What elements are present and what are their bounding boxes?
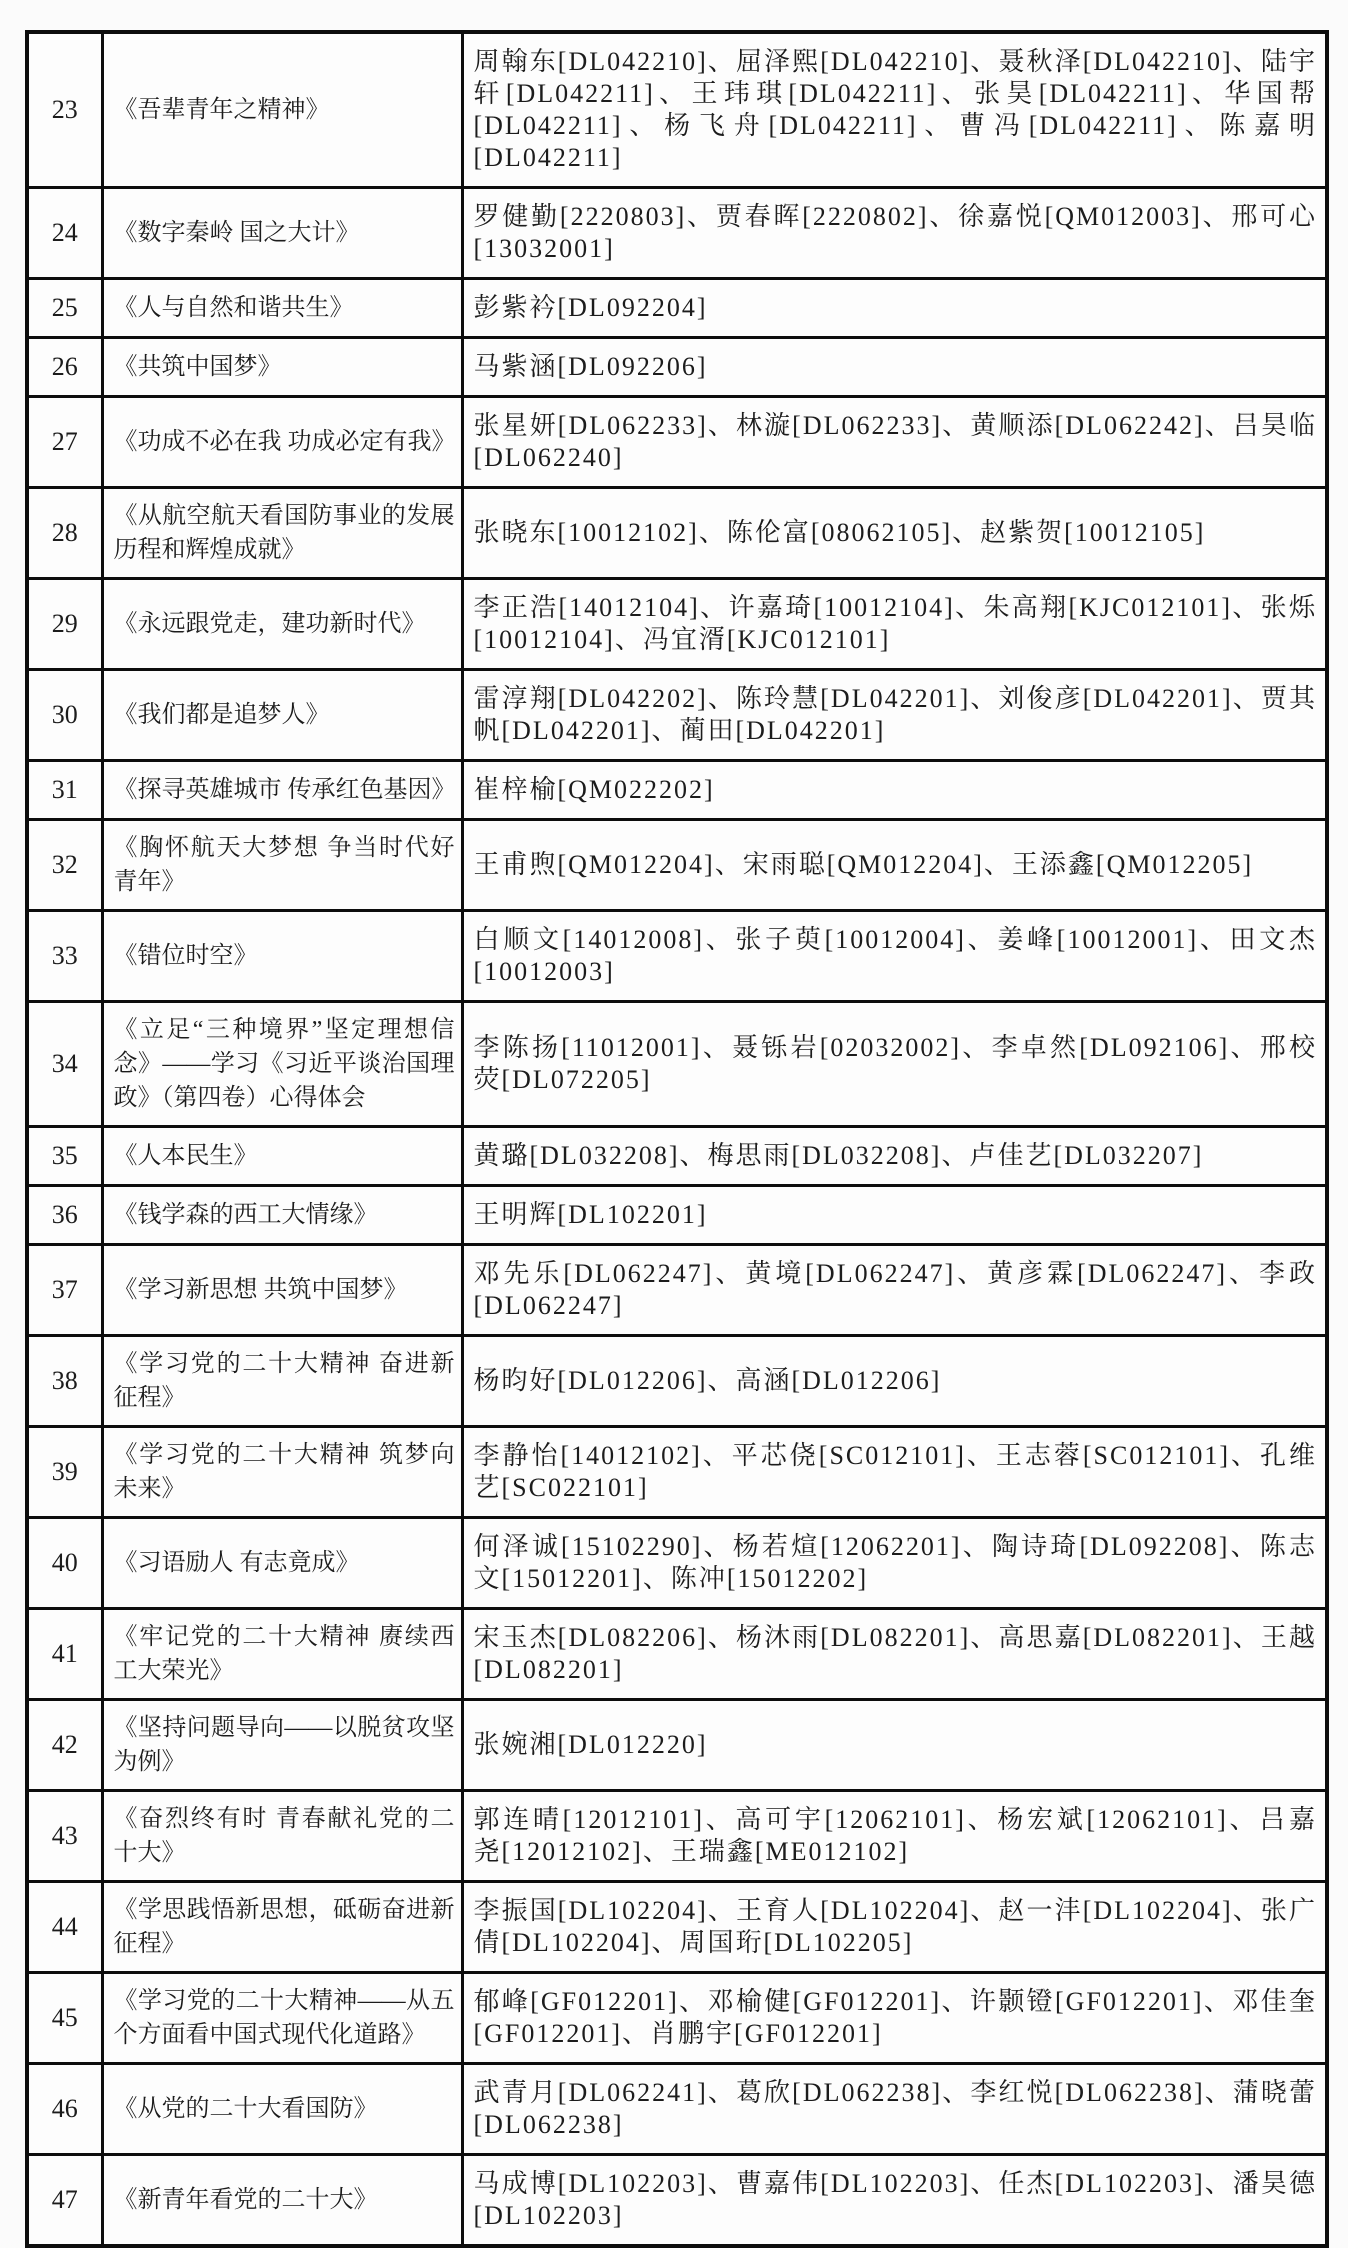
authors-cell: 郁峰[GF012201]、邓榆健[GF012201]、许颢镫[GF012201]、邓佳奎[GF012201]、肖鹏宇[GF012201] <box>462 1973 1327 2064</box>
row-number-cell: 32 <box>27 820 102 911</box>
work-title-cell: 《学习党的二十大精神 筑梦向未来》 <box>102 1427 462 1518</box>
table-row <box>27 2155 1327 2247</box>
table-row <box>27 397 1327 488</box>
table-row <box>27 338 1327 397</box>
work-title-cell: 《共筑中国梦》 <box>102 338 462 397</box>
authors-cell: 罗健勤[2220803]、贾春晖[2220802]、徐嘉悦[QM012003]、邢可心[13032001] <box>462 188 1327 279</box>
work-title-cell: 《习语励人 有志竟成》 <box>102 1518 462 1609</box>
row-number-cell: 42 <box>27 1700 102 1791</box>
work-title-cell: 《学习党的二十大精神——从五个方面看中国式现代化道路》 <box>102 1973 462 2064</box>
table-row <box>27 1245 1327 1336</box>
work-title-cell: 《奋烈终有时 青春献礼党的二十大》 <box>102 1791 462 1882</box>
row-number-cell: 36 <box>27 1186 102 1245</box>
authors-cell: 王甫煦[QM012204]、宋雨聪[QM012204]、王添鑫[QM012205] <box>462 820 1327 911</box>
table-row <box>27 32 1327 188</box>
row-number-cell: 44 <box>27 1882 102 1973</box>
work-title-cell: 《数字秦岭 国之大计》 <box>102 188 462 279</box>
row-number-cell: 25 <box>27 279 102 338</box>
work-title-cell: 《胸怀航天大梦想 争当时代好青年》 <box>102 820 462 911</box>
row-number-cell: 30 <box>27 670 102 761</box>
work-title-cell: 《吾辈青年之精神》 <box>102 32 462 188</box>
authors-cell: 武青月[DL062241]、葛欣[DL062238]、李红悦[DL062238]、蒲晓蕾[DL062238] <box>462 2064 1327 2155</box>
table-body <box>27 32 1327 2246</box>
authors-cell: 王明辉[DL102201] <box>462 1186 1327 1245</box>
table-row <box>27 1882 1327 1973</box>
work-title-cell: 《探寻英雄城市 传承红色基因》 <box>102 761 462 820</box>
table-row <box>27 1791 1327 1882</box>
work-title-cell: 《新青年看党的二十大》 <box>102 2155 462 2247</box>
row-number-cell: 33 <box>27 911 102 1002</box>
authors-cell: 张星妍[DL062233]、林漩[DL062233]、黄顺添[DL062242]、吕昊临[DL062240] <box>462 397 1327 488</box>
row-number-cell: 40 <box>27 1518 102 1609</box>
work-title-cell: 《从党的二十大看国防》 <box>102 2064 462 2155</box>
row-number-cell: 34 <box>27 1002 102 1127</box>
work-title-cell: 《功成不必在我 功成必定有我》 <box>102 397 462 488</box>
authors-cell: 李振国[DL102204]、王育人[DL102204]、赵一沣[DL102204]、张广倩[DL102204]、周国珩[DL102205] <box>462 1882 1327 1973</box>
work-title-cell: 《错位时空》 <box>102 911 462 1002</box>
row-number-cell: 43 <box>27 1791 102 1882</box>
row-number-cell: 28 <box>27 488 102 579</box>
table-row <box>27 1518 1327 1609</box>
table-row <box>27 1127 1327 1186</box>
table-row <box>27 1186 1327 1245</box>
table-row <box>27 1973 1327 2064</box>
row-number-cell: 23 <box>27 32 102 188</box>
table-row <box>27 579 1327 670</box>
table-row <box>27 279 1327 338</box>
authors-cell: 郭连晴[12012101]、高可宇[12062101]、杨宏斌[12062101]、吕嘉尧[12012102]、王瑞鑫[ME012102] <box>462 1791 1327 1882</box>
work-title-cell: 《坚持问题导向——以脱贫攻坚为例》 <box>102 1700 462 1791</box>
authors-cell: 马成博[DL102203]、曹嘉伟[DL102203]、任杰[DL102203]、潘昊德[DL102203] <box>462 2155 1327 2247</box>
row-number-cell: 46 <box>27 2064 102 2155</box>
row-number-cell: 24 <box>27 188 102 279</box>
authors-cell: 崔梓榆[QM022202] <box>462 761 1327 820</box>
row-number-cell: 38 <box>27 1336 102 1427</box>
authors-cell: 杨昀好[DL012206]、高涵[DL012206] <box>462 1336 1327 1427</box>
work-title-cell: 《永远跟党走，建功新时代》 <box>102 579 462 670</box>
authors-cell: 何泽诚[15102290]、杨若煊[12062201]、陶诗琦[DL092208]、陈志文[15012201]、陈冲[15012202] <box>462 1518 1327 1609</box>
table-row <box>27 670 1327 761</box>
table-row <box>27 2064 1327 2155</box>
work-title-cell: 《人本民生》 <box>102 1127 462 1186</box>
authors-cell: 李正浩[14012104]、许嘉琦[10012104]、朱高翔[KJC012101]、张烁[10012104]、冯宜湑[KJC012101] <box>462 579 1327 670</box>
authors-cell: 雷淳翔[DL042202]、陈玲慧[DL042201]、刘俊彦[DL042201]、贾其帆[DL042201]、蔺田[DL042201] <box>462 670 1327 761</box>
works-authors-table <box>25 30 1329 2248</box>
table-row <box>27 1609 1327 1700</box>
authors-cell: 李静怡[14012102]、平芯侥[SC012101]、王志蓉[SC012101]、孔维艺[SC022101] <box>462 1427 1327 1518</box>
table-row <box>27 1427 1327 1518</box>
table-row <box>27 188 1327 279</box>
authors-cell: 周翰东[DL042210]、屈泽熙[DL042210]、聂秋泽[DL042210]、陆宇轩[DL042211]、王玮琪[DL042211]、张昊[DL042211]、华国帮[DL042211]、杨飞舟[DL042211]、曹冯[DL042211]、陈嘉明[DL042211] <box>462 32 1327 188</box>
table-row <box>27 1700 1327 1791</box>
row-number-cell: 37 <box>27 1245 102 1336</box>
row-number-cell: 45 <box>27 1973 102 2064</box>
table-row <box>27 1002 1327 1127</box>
table-row <box>27 761 1327 820</box>
work-title-cell: 《钱学森的西工大情缘》 <box>102 1186 462 1245</box>
table-row <box>27 911 1327 1002</box>
work-title-cell: 《从航空航天看国防事业的发展历程和辉煌成就》 <box>102 488 462 579</box>
authors-cell: 黄璐[DL032208]、梅思雨[DL032208]、卢佳艺[DL032207] <box>462 1127 1327 1186</box>
authors-cell: 邓先乐[DL062247]、黄境[DL062247]、黄彦霖[DL062247]、李政[DL062247] <box>462 1245 1327 1336</box>
table-row <box>27 1336 1327 1427</box>
table-row <box>27 820 1327 911</box>
row-number-cell: 29 <box>27 579 102 670</box>
row-number-cell: 41 <box>27 1609 102 1700</box>
table-row <box>27 488 1327 579</box>
work-title-cell: 《学习新思想 共筑中国梦》 <box>102 1245 462 1336</box>
work-title-cell: 《学思践悟新思想，砥砺奋进新征程》 <box>102 1882 462 1973</box>
authors-cell: 张婉湘[DL012220] <box>462 1700 1327 1791</box>
authors-cell: 马紫涵[DL092206] <box>462 338 1327 397</box>
row-number-cell: 26 <box>27 338 102 397</box>
row-number-cell: 31 <box>27 761 102 820</box>
authors-cell: 彭紫衿[DL092204] <box>462 279 1327 338</box>
authors-cell: 李陈扬[11012001]、聂铄岩[02032002]、李卓然[DL092106]、邢校荧[DL072205] <box>462 1002 1327 1127</box>
work-title-cell: 《人与自然和谐共生》 <box>102 279 462 338</box>
work-title-cell: 《学习党的二十大精神 奋进新征程》 <box>102 1336 462 1427</box>
row-number-cell: 47 <box>27 2155 102 2247</box>
row-number-cell: 27 <box>27 397 102 488</box>
work-title-cell: 《牢记党的二十大精神 赓续西工大荣光》 <box>102 1609 462 1700</box>
row-number-cell: 39 <box>27 1427 102 1518</box>
row-number-cell: 35 <box>27 1127 102 1186</box>
authors-cell: 白顺文[14012008]、张子萸[10012004]、姜峰[10012001]、田文杰[10012003] <box>462 911 1327 1002</box>
work-title-cell: 《立足“三种境界”坚定理想信念》——学习《习近平谈治国理政》（第四卷）心得体会 <box>102 1002 462 1127</box>
work-title-cell: 《我们都是追梦人》 <box>102 670 462 761</box>
authors-cell: 宋玉杰[DL082206]、杨沐雨[DL082201]、高思嘉[DL082201]、王越[DL082201] <box>462 1609 1327 1700</box>
authors-cell: 张晓东[10012102]、陈伦富[08062105]、赵紫贺[10012105] <box>462 488 1327 579</box>
